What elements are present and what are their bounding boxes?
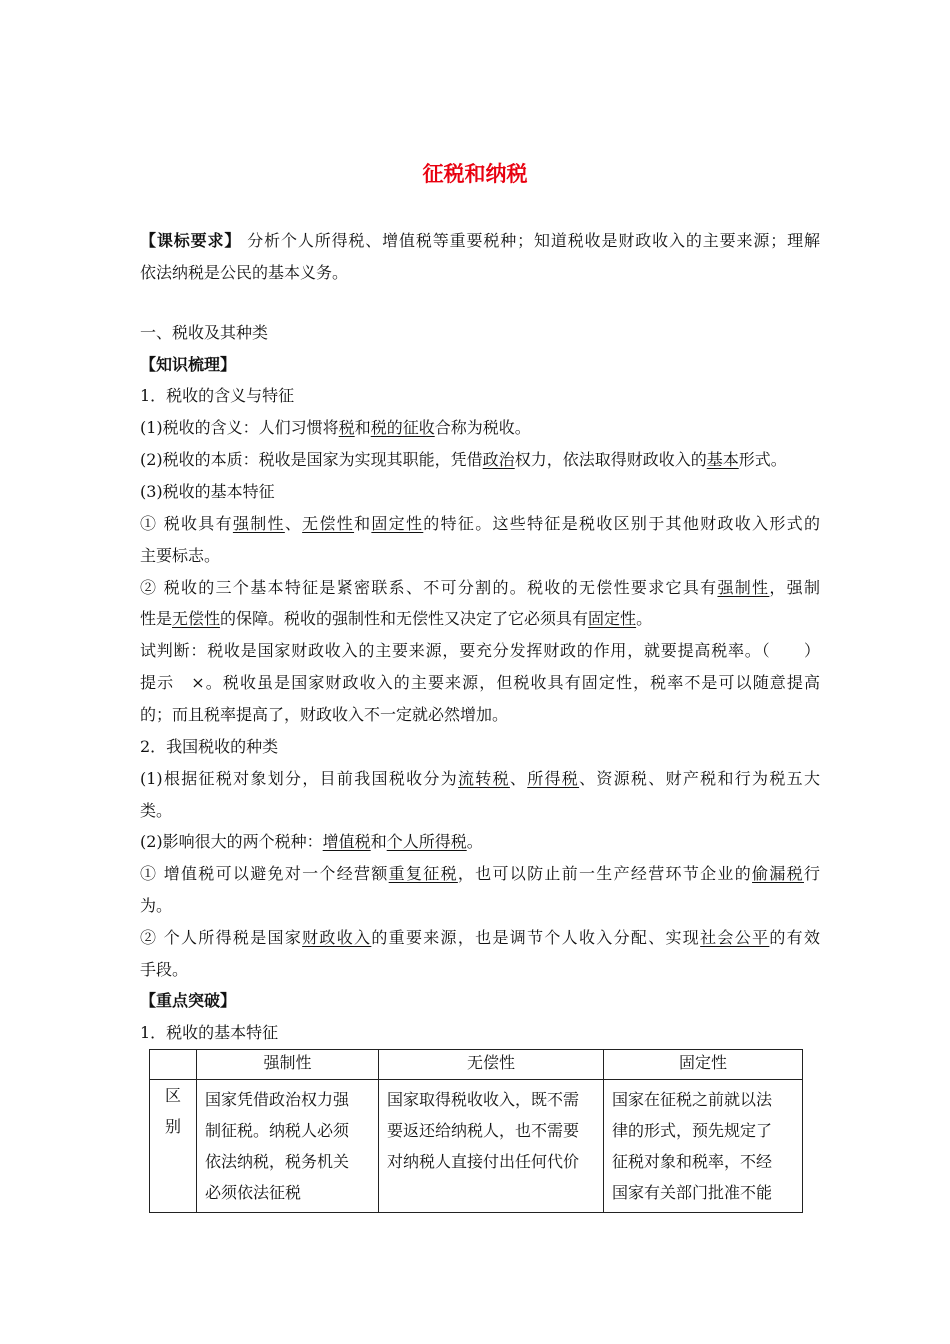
features-relation-line-2: 性是无偿性的保障。税收的强制性和无偿性又决定了它必须具有固定性。 xyxy=(140,609,653,628)
table-header-cell: 无偿性 xyxy=(379,1050,604,1080)
hint-line-2: 的；而且税率提高了，财政收入不一定就必然增加。 xyxy=(140,705,509,724)
item1-heading: 1．税收的含义与特征 xyxy=(140,386,295,405)
gratuitous-cell: 国家取得税收收入，既不需 要返还给纳税人，也不需要 对纳税人直接付出任何代价 xyxy=(379,1080,604,1213)
table-header-cell xyxy=(150,1050,197,1080)
focus-label: 【重点突破】 xyxy=(140,991,237,1010)
requirement-label: 【课标要求】 xyxy=(140,231,242,250)
vat-line-2: 为。 xyxy=(140,896,173,915)
section-heading: 一、税收及其种类 xyxy=(140,323,269,342)
tax-definition: (1)税收的含义：人们习惯将税和税的征收合称为税收。 xyxy=(140,418,531,437)
requirement-line-2: 依法纳税是公民的基本义务。 xyxy=(140,263,349,282)
vat-line-1: ① 增值税可以避免对一个经营额重复征税，也可以防止前一生产经营环节企业的偷漏税行 xyxy=(140,864,820,883)
tax-features-line-1: ① 税收具有强制性、无偿性和固定性的特征。这些特征是税收区别于其他财政收入形式的 xyxy=(140,514,820,533)
features-table xyxy=(149,1049,803,1213)
focus-heading: 1．税收的基本特征 xyxy=(140,1023,279,1042)
income-tax-line-2: 手段。 xyxy=(140,960,189,979)
tax-features-heading: (3)税收的基本特征 xyxy=(140,482,275,501)
knowledge-label: 【知识梳理】 xyxy=(140,355,237,374)
coercive-cell: 国家凭借政治权力强 制征税。纳税人必须 依法纳税，税务机关 必须依法征税 xyxy=(197,1080,379,1213)
page-title: 征税和纳税 xyxy=(422,162,528,186)
features-relation-line-1: ② 税收的三个基本特征是紧密联系、不可分割的。税收的无偿性要求它具有强制性，强制 xyxy=(140,578,820,597)
income-tax-line-1: ② 个人所得税是国家财政收入的重要来源，也是调节个人收入分配、实现社会公平的有效 xyxy=(140,928,820,947)
tax-features-line-2: 主要标志。 xyxy=(140,546,221,565)
item2-heading: 2．我国税收的种类 xyxy=(140,737,279,756)
fixed-cell: 国家在征税之前就以法 律的形式，预先规定了 征税对象和税率，不经 国家有关部门批准不能 xyxy=(604,1080,803,1213)
requirement-line-1 xyxy=(140,231,820,251)
requirement-text: 分析个人所得税、增值税等重要税种；知道税收是财政收入的主要来源；理解 xyxy=(247,231,820,250)
tax-types-line-1: (1)根据征税对象划分，目前我国税收分为流转税、所得税、资源税、财产税和行为税五大 xyxy=(140,769,820,788)
table-header-row xyxy=(150,1050,803,1080)
tax-essence: (2)税收的本质：税收是国家为实现其职能，凭借政治权力，依法取得财政收入的基本形式。 xyxy=(140,450,787,469)
major-taxes: (2)影响很大的两个税种：增值税和个人所得税。 xyxy=(140,832,483,851)
tax-types-line-2: 类。 xyxy=(140,801,173,820)
row-label-cell: 区 别 xyxy=(150,1080,197,1213)
table-row xyxy=(150,1080,803,1213)
judge-question: 试判断：税收是国家财政收入的主要来源，要充分发挥财政的作用，就要提高税率。（ ） xyxy=(140,641,820,660)
table-header-cell: 固定性 xyxy=(604,1050,803,1080)
table-header-cell: 强制性 xyxy=(197,1050,379,1080)
hint-line-1: 提示 ×。税收虽是国家财政收入的主要来源，但税收具有固定性，税率不是可以随意提高 xyxy=(140,673,820,692)
